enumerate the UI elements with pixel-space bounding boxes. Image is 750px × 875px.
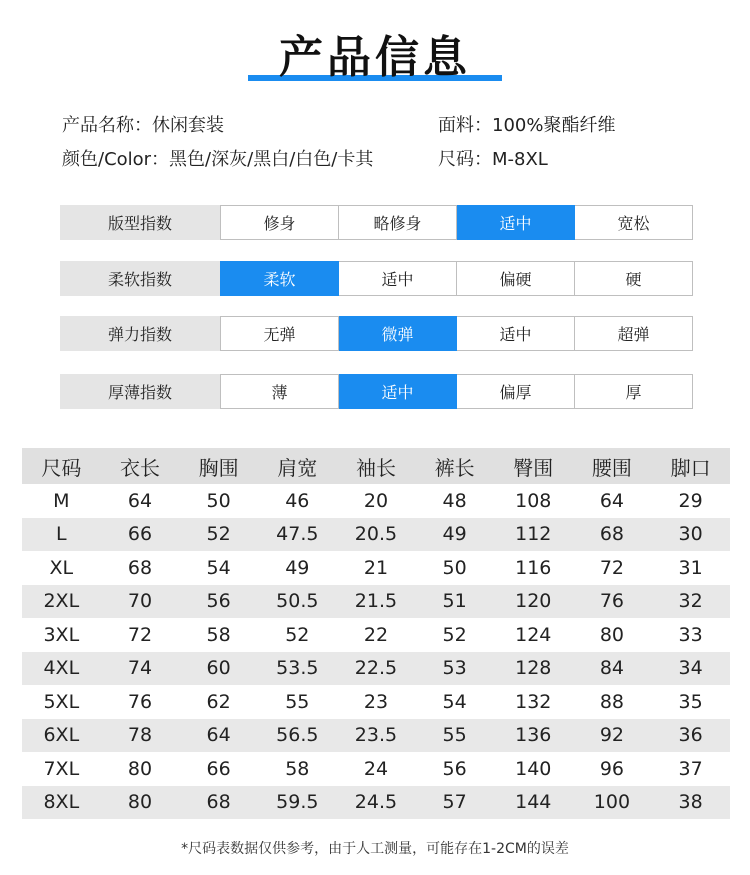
table-cell: 132 [515, 690, 552, 713]
table-cell: 68 [127, 556, 153, 579]
column-header: 裤长 [415, 448, 494, 484]
table-cell: 52 [442, 623, 467, 646]
table-cell: 56 [179, 585, 258, 619]
table-cell: 4XL [22, 652, 101, 686]
column-header: 脚口 [651, 448, 730, 484]
index-label: 厚薄指数 [60, 374, 220, 409]
index-option: 薄 [220, 374, 339, 409]
index-option: 修身 [220, 205, 339, 240]
table-cell: 49 [285, 556, 310, 579]
index-label: 柔软指数 [60, 261, 220, 296]
index-row-fit [60, 205, 693, 240]
table-cell: 72 [127, 623, 153, 646]
table-cell: 31 [678, 556, 703, 579]
index-option: 适中 [457, 316, 575, 351]
table-cell: 92 [573, 719, 652, 753]
index-option: 宽松 [575, 205, 693, 240]
index-row-elasticity [60, 316, 693, 351]
table-cell: 34 [651, 652, 730, 686]
table-row [22, 518, 730, 552]
table-cell: 136 [494, 719, 573, 753]
product-fabric: 面料：100%聚酯纤维 [438, 115, 616, 136]
column-header: 肩宽 [258, 448, 337, 484]
index-option: 偏厚 [457, 374, 575, 409]
table-cell: 64 [599, 489, 625, 512]
page-title: 产品信息 [279, 32, 471, 83]
table-cell: 128 [494, 652, 573, 686]
table-cell: 100 [573, 786, 652, 820]
table-cell: 50 [442, 556, 467, 579]
index-option: 无弹 [220, 316, 339, 351]
table-cell: 116 [515, 556, 552, 579]
product-size-range: 尺码：M-8XL [438, 149, 548, 170]
table-cell: 20 [363, 489, 389, 512]
table-cell: 57 [415, 786, 494, 820]
table-cell: 32 [651, 585, 730, 619]
table-cell: 88 [599, 690, 625, 713]
table-cell: 5XL [43, 690, 80, 713]
table-cell: 64 [179, 719, 258, 753]
table-cell: 23.5 [337, 719, 416, 753]
size-table [22, 448, 730, 819]
table-cell: 55 [415, 719, 494, 753]
index-label: 弹力指数 [60, 316, 220, 351]
table-cell: 56 [442, 757, 467, 780]
column-header: 胸围 [179, 448, 258, 484]
table-cell: 49 [415, 518, 494, 552]
table-cell: 46 [285, 489, 310, 512]
index-option: 微弹 [339, 316, 457, 351]
index-option: 适中 [339, 374, 457, 409]
table-cell: 68 [179, 786, 258, 820]
table-cell: 58 [285, 757, 310, 780]
table-cell: 120 [494, 585, 573, 619]
index-option: 厚 [575, 374, 693, 409]
table-row [22, 585, 730, 619]
index-label: 版型指数 [60, 205, 220, 240]
table-cell: XL [49, 556, 74, 579]
index-option: 硬 [575, 261, 693, 296]
size-table-body [22, 484, 730, 819]
table-row [22, 685, 730, 719]
table-cell: 64 [127, 489, 153, 512]
column-header: 臀围 [494, 448, 573, 484]
table-cell: L [22, 518, 101, 552]
column-header: 尺码 [22, 448, 101, 484]
table-cell: 124 [515, 623, 552, 646]
table-cell: 70 [101, 585, 180, 619]
table-row [22, 752, 730, 786]
table-cell: 54 [442, 690, 467, 713]
table-row [22, 551, 730, 585]
column-header: 袖长 [337, 448, 416, 484]
table-cell: 20.5 [337, 518, 416, 552]
table-cell: 108 [515, 489, 552, 512]
table-cell: 6XL [22, 719, 101, 753]
table-cell: 52 [285, 623, 310, 646]
table-cell: 96 [599, 757, 625, 780]
table-cell: 23 [363, 690, 389, 713]
table-row [22, 652, 730, 686]
table-cell: 140 [515, 757, 552, 780]
table-cell: 84 [573, 652, 652, 686]
table-cell: 36 [651, 719, 730, 753]
table-cell: 21 [363, 556, 389, 579]
index-option: 超弹 [575, 316, 693, 351]
table-cell: 22 [363, 623, 389, 646]
table-row [22, 484, 730, 518]
footnote: *尺码表数据仅供参考，由于人工测量，可能存在1-2CM的误差 [181, 841, 569, 857]
table-cell: 50.5 [258, 585, 337, 619]
table-cell: 54 [206, 556, 231, 579]
index-option: 偏硬 [457, 261, 575, 296]
table-cell: 37 [678, 757, 703, 780]
table-row [22, 618, 730, 652]
index-option: 柔软 [220, 261, 339, 296]
product-color: 颜色/Color：黑色/深灰/黑白/白色/卡其 [62, 149, 374, 170]
table-cell: 22.5 [337, 652, 416, 686]
table-cell: 24.5 [337, 786, 416, 820]
table-cell: 59.5 [258, 786, 337, 820]
table-cell: 52 [179, 518, 258, 552]
table-cell: 48 [442, 489, 467, 512]
index-row-thickness [60, 374, 693, 409]
table-cell: 53.5 [258, 652, 337, 686]
table-cell: 24 [363, 757, 389, 780]
table-cell: 66 [101, 518, 180, 552]
table-cell: M [53, 489, 70, 512]
table-cell: 7XL [43, 757, 80, 780]
table-cell: 62 [206, 690, 231, 713]
table-cell: 74 [101, 652, 180, 686]
table-cell: 80 [127, 757, 153, 780]
table-cell: 78 [101, 719, 180, 753]
index-option: 适中 [457, 205, 575, 240]
table-cell: 80 [599, 623, 625, 646]
title-section [0, 28, 750, 88]
table-cell: 21.5 [337, 585, 416, 619]
table-cell: 30 [651, 518, 730, 552]
index-option: 略修身 [339, 205, 457, 240]
index-row-softness [60, 261, 693, 296]
table-cell: 112 [494, 518, 573, 552]
table-cell: 2XL [22, 585, 101, 619]
column-header: 腰围 [573, 448, 652, 484]
table-cell: 47.5 [258, 518, 337, 552]
size-table-header [22, 448, 730, 484]
table-cell: 76 [127, 690, 153, 713]
table-cell: 8XL [22, 786, 101, 820]
table-cell: 3XL [43, 623, 80, 646]
table-cell: 72 [599, 556, 625, 579]
table-cell: 144 [494, 786, 573, 820]
table-cell: 68 [573, 518, 652, 552]
table-cell: 35 [678, 690, 703, 713]
product-name: 产品名称：休闲套装 [62, 115, 224, 136]
table-cell: 29 [678, 489, 703, 512]
table-cell: 60 [179, 652, 258, 686]
index-option: 适中 [339, 261, 457, 296]
table-cell: 66 [206, 757, 231, 780]
table-cell: 33 [678, 623, 703, 646]
table-cell: 76 [573, 585, 652, 619]
table-cell: 58 [206, 623, 231, 646]
table-cell: 56.5 [258, 719, 337, 753]
table-cell: 53 [415, 652, 494, 686]
table-row [22, 719, 730, 753]
column-header: 衣长 [101, 448, 180, 484]
table-cell: 51 [415, 585, 494, 619]
table-cell: 55 [285, 690, 310, 713]
table-cell: 38 [651, 786, 730, 820]
table-row [22, 786, 730, 820]
table-cell: 80 [101, 786, 180, 820]
table-cell: 50 [206, 489, 231, 512]
